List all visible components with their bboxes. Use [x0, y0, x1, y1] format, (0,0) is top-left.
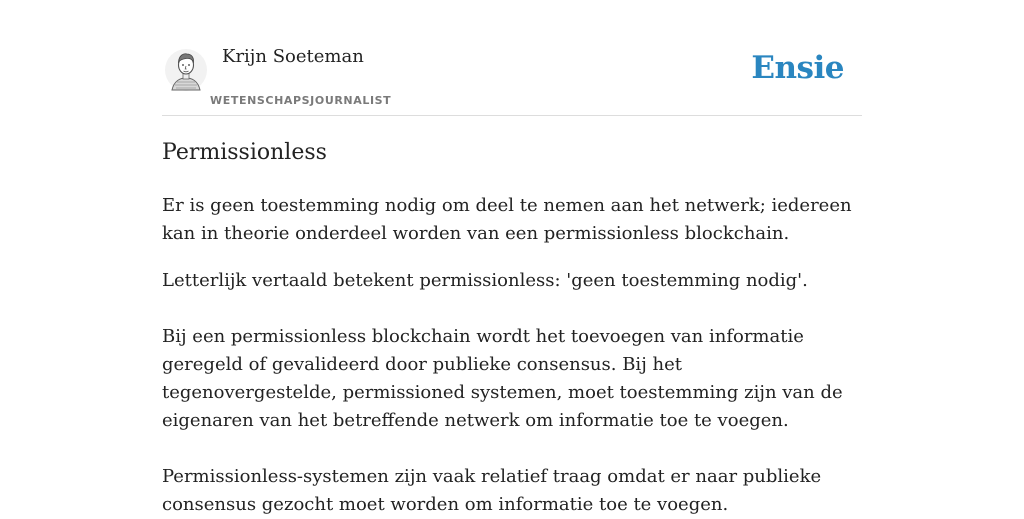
article-header: [162, 40, 862, 116]
article-paragraph: Letterlijk vertaald betekent permissionless: 'geen toestemming nodig'.: [162, 270, 808, 291]
paragraph-spacer: [162, 295, 862, 323]
paragraph-spacer: [162, 248, 862, 267]
article-paragraph: Bij een permissionless blockchain wordt het toevoegen van informatie geregeld of gevalideerd door publieke consensus. Bij het tegenovergestelde, permissioned systemen, moet toestemming zijn van de eigenaren van het betreffende netwerk om informatie toe te voegen.: [162, 326, 843, 431]
author-role: WETENSCHAPSJOURNALIST: [210, 94, 392, 107]
article-body: [162, 192, 862, 519]
author-avatar-icon[interactable]: [164, 48, 208, 92]
site-logo[interactable]: Ensie: [751, 50, 844, 86]
author-name[interactable]: Krijn Soeteman: [222, 46, 364, 67]
article-paragraph: Permissionless-systemen zijn vaak relatief traag omdat er naar publieke consensus gezocht moet worden om informatie toe te voegen.: [162, 466, 822, 515]
article-title: Permissionless: [162, 140, 327, 165]
article-paragraph: Er is geen toestemming nodig om deel te nemen aan het netwerk; iedereen kan in theorie onderdeel worden van een permissionless blockchain.: [162, 195, 852, 244]
paragraph-spacer: [162, 435, 862, 463]
